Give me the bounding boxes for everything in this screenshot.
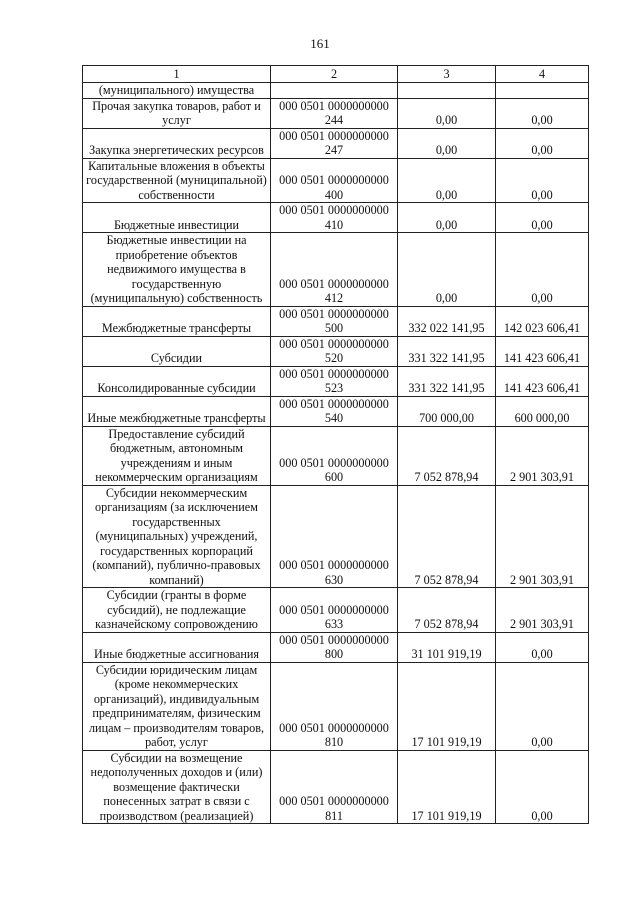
table-row	[83, 426, 589, 485]
row-code	[271, 83, 398, 99]
table-row	[83, 485, 589, 588]
row-code: 000 0501 0000000000 633	[271, 588, 398, 633]
row-name: Бюджетные инвестиции	[83, 203, 271, 233]
row-name: Бюджетные инвестиции на приобретение объектов недвижимого имущества в государственную (муниципальную) собственность	[83, 233, 271, 307]
header-row	[83, 66, 589, 83]
row-amount-col4	[496, 83, 589, 99]
row-amount-col4: 600 000,00	[496, 396, 589, 426]
row-amount-col3: 331 322 141,95	[398, 366, 496, 396]
row-amount-col4: 141 423 606,41	[496, 366, 589, 396]
row-amount-col3: 7 052 878,94	[398, 588, 496, 633]
row-amount-col3: 17 101 919,19	[398, 750, 496, 824]
row-name: Иные бюджетные ассигнования	[83, 632, 271, 662]
table-row	[83, 336, 589, 366]
page-number: 161	[310, 36, 330, 51]
row-name: Прочая закупка товаров, работ и услуг	[83, 98, 271, 128]
table-row	[83, 233, 589, 307]
row-code: 000 0501 0000000000 810	[271, 662, 398, 750]
table-row	[83, 396, 589, 426]
row-amount-col3: 17 101 919,19	[398, 662, 496, 750]
row-code: 000 0501 0000000000 412	[271, 233, 398, 307]
row-name: Субсидии некоммерческим организациям (за исключением государственных (муниципальных) учреждений, государственных корпораций (компаний), публично-правовых компаний)	[83, 485, 271, 588]
row-amount-col4: 0,00	[496, 233, 589, 307]
row-name: Консолидированные субсидии	[83, 366, 271, 396]
row-name: Субсидии	[83, 336, 271, 366]
row-code: 000 0501 0000000000 630	[271, 485, 398, 588]
table-row	[83, 366, 589, 396]
row-name: Субсидии юридическим лицам (кроме некоммерческих организаций), индивидуальным предпринимателям, физическим лицам – производителям товаров, работ, услуг	[83, 662, 271, 750]
table-row	[83, 588, 589, 633]
row-code: 000 0501 0000000000 410	[271, 203, 398, 233]
row-amount-col4: 0,00	[496, 128, 589, 158]
row-amount-col4: 141 423 606,41	[496, 336, 589, 366]
row-amount-col4: 0,00	[496, 662, 589, 750]
row-code: 000 0501 0000000000 600	[271, 426, 398, 485]
column-header: 2	[271, 66, 398, 83]
row-code: 000 0501 0000000000 520	[271, 336, 398, 366]
table-row	[83, 128, 589, 158]
row-amount-col4: 2 901 303,91	[496, 485, 589, 588]
row-code: 000 0501 0000000000 247	[271, 128, 398, 158]
row-amount-col4: 0,00	[496, 98, 589, 128]
table-row	[83, 632, 589, 662]
table-row	[83, 750, 589, 824]
row-amount-col4: 2 901 303,91	[496, 588, 589, 633]
row-code: 000 0501 0000000000 540	[271, 396, 398, 426]
table-row	[83, 203, 589, 233]
row-name: Субсидии (гранты в форме субсидий), не подлежащие казначейскому сопровождению	[83, 588, 271, 633]
row-amount-col3: 0,00	[398, 128, 496, 158]
row-amount-col4: 0,00	[496, 203, 589, 233]
row-amount-col3: 31 101 919,19	[398, 632, 496, 662]
table-row	[83, 306, 589, 336]
table-row	[83, 98, 589, 128]
table-row	[83, 662, 589, 750]
column-header: 1	[83, 66, 271, 83]
table-row	[83, 83, 589, 99]
row-amount-col4: 0,00	[496, 158, 589, 203]
row-amount-col3: 0,00	[398, 98, 496, 128]
row-amount-col4: 0,00	[496, 750, 589, 824]
row-amount-col4: 142 023 606,41	[496, 306, 589, 336]
column-header: 3	[398, 66, 496, 83]
row-amount-col3: 0,00	[398, 203, 496, 233]
row-code: 000 0501 0000000000 523	[271, 366, 398, 396]
row-name: Капитальные вложения в объекты государственной (муниципальной) собственности	[83, 158, 271, 203]
row-code: 000 0501 0000000000 800	[271, 632, 398, 662]
row-code: 000 0501 0000000000 244	[271, 98, 398, 128]
row-name: (муниципального) имущества	[83, 83, 271, 99]
row-amount-col3: 332 022 141,95	[398, 306, 496, 336]
row-name: Межбюджетные трансферты	[83, 306, 271, 336]
row-name: Иные межбюджетные трансферты	[83, 396, 271, 426]
row-name: Закупка энергетических ресурсов	[83, 128, 271, 158]
row-amount-col3: 700 000,00	[398, 396, 496, 426]
budget-table	[82, 65, 589, 824]
table-row	[83, 158, 589, 203]
row-amount-col3: 7 052 878,94	[398, 485, 496, 588]
row-amount-col3	[398, 83, 496, 99]
row-amount-col4: 0,00	[496, 632, 589, 662]
row-amount-col3: 331 322 141,95	[398, 336, 496, 366]
row-amount-col3: 0,00	[398, 233, 496, 307]
row-amount-col3: 7 052 878,94	[398, 426, 496, 485]
row-code: 000 0501 0000000000 500	[271, 306, 398, 336]
row-name: Предоставление субсидий бюджетным, автономным учреждениям и иным некоммерческим организациям	[83, 426, 271, 485]
row-amount-col3: 0,00	[398, 158, 496, 203]
row-code: 000 0501 0000000000 400	[271, 158, 398, 203]
row-amount-col4: 2 901 303,91	[496, 426, 589, 485]
row-code: 000 0501 0000000000 811	[271, 750, 398, 824]
column-header: 4	[496, 66, 589, 83]
row-name: Субсидии на возмещение недополученных доходов и (или) возмещение фактически понесенных затрат в связи с производством (реализацией)	[83, 750, 271, 824]
